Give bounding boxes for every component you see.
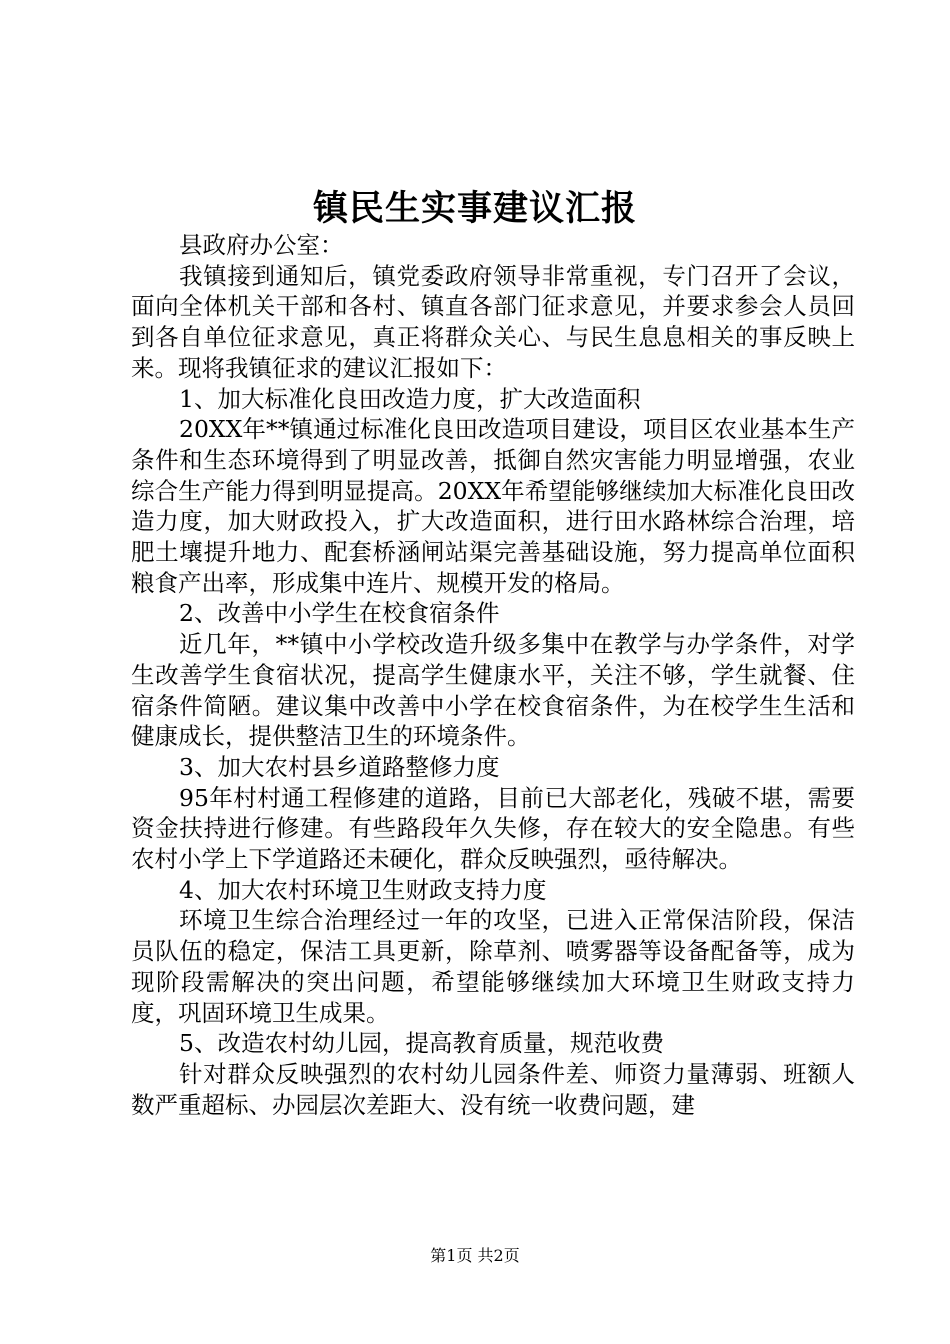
salutation: 县政府办公室： [179, 231, 344, 259]
paragraph-section-5: 针对群众反映强烈的农村幼儿园条件差、师资力量薄弱、班额人数严重超标、办园层次差距大、没有统一收费问题，建 [131, 1059, 855, 1119]
page-footer [0, 1246, 950, 1266]
section-heading-2: 2、改善中小学生在校食宿条件 [179, 599, 500, 628]
section-heading-5: 5、改造农村幼儿园，提高教育质量，规范收费 [179, 1029, 664, 1058]
section-heading-1: 1、加大标准化良田改造力度，扩大改造面积 [179, 384, 641, 413]
page-indicator: 第1页 共2页 [430, 1246, 520, 1265]
paragraph-intro: 我镇接到通知后，镇党委政府领导非常重视，专门召开了会议，面向全体机关干部和各村、镇直各部门征求意见，并要求参会人员回到各自单位征求意见，真正将群众关心、与民生息息相关的事反映上来。现将我镇征求的建议汇报如下： [131, 261, 855, 382]
document-body [131, 230, 855, 1120]
paragraph-section-1: 20XX年**镇通过标准化良田改造项目建设，项目区农业基本生产条件和生态环境得到了明显改善，抵御自然灾害能力明显增强，农业综合生产能力得到明显提高。20XX年希望能够继续加大标准化良田改造力度，加大财政投入，扩大改造面积，进行田水路林综合治理，培肥土壤提升地力、配套桥涵闸站渠完善基础设施，努力提高单位面积粮食产出率，形成集中连片、规模开发的格局。 [131, 415, 855, 597]
paragraph-section-4: 环境卫生综合治理经过一年的攻坚，已进入正常保洁阶段，保洁员队伍的稳定，保洁工具更新，除草剂、喷雾器等设备配备等，成为现阶段需解决的突出问题，希望能够继续加大环境卫生财政支持力度，巩固环境卫生成果。 [131, 906, 855, 1027]
document-title: 镇民生实事建议汇报 [312, 188, 637, 229]
paragraph-section-2: 近几年，**镇中小学校改造升级多集中在教学与办学条件，对学生改善学生食宿状况，提高学生健康水平，关注不够，学生就餐、住宿条件简陋。建议集中改善中小学在校食宿条件，为在校学生生活和健康成长，提供整洁卫生的环境条件。 [131, 630, 855, 751]
section-heading-4: 4、加大农村环境卫生财政支持力度 [179, 875, 547, 904]
paragraph-section-3: 95年村村通工程修建的道路，目前已大部老化，残破不堪，需要资金扶持进行修建。有些路段年久失修，存在较大的安全隐患。有些农村小学上下学道路还未硬化，群众反映强烈，亟待解决。 [131, 783, 855, 874]
section-heading-3: 3、加大农村县乡道路整修力度 [179, 752, 500, 781]
